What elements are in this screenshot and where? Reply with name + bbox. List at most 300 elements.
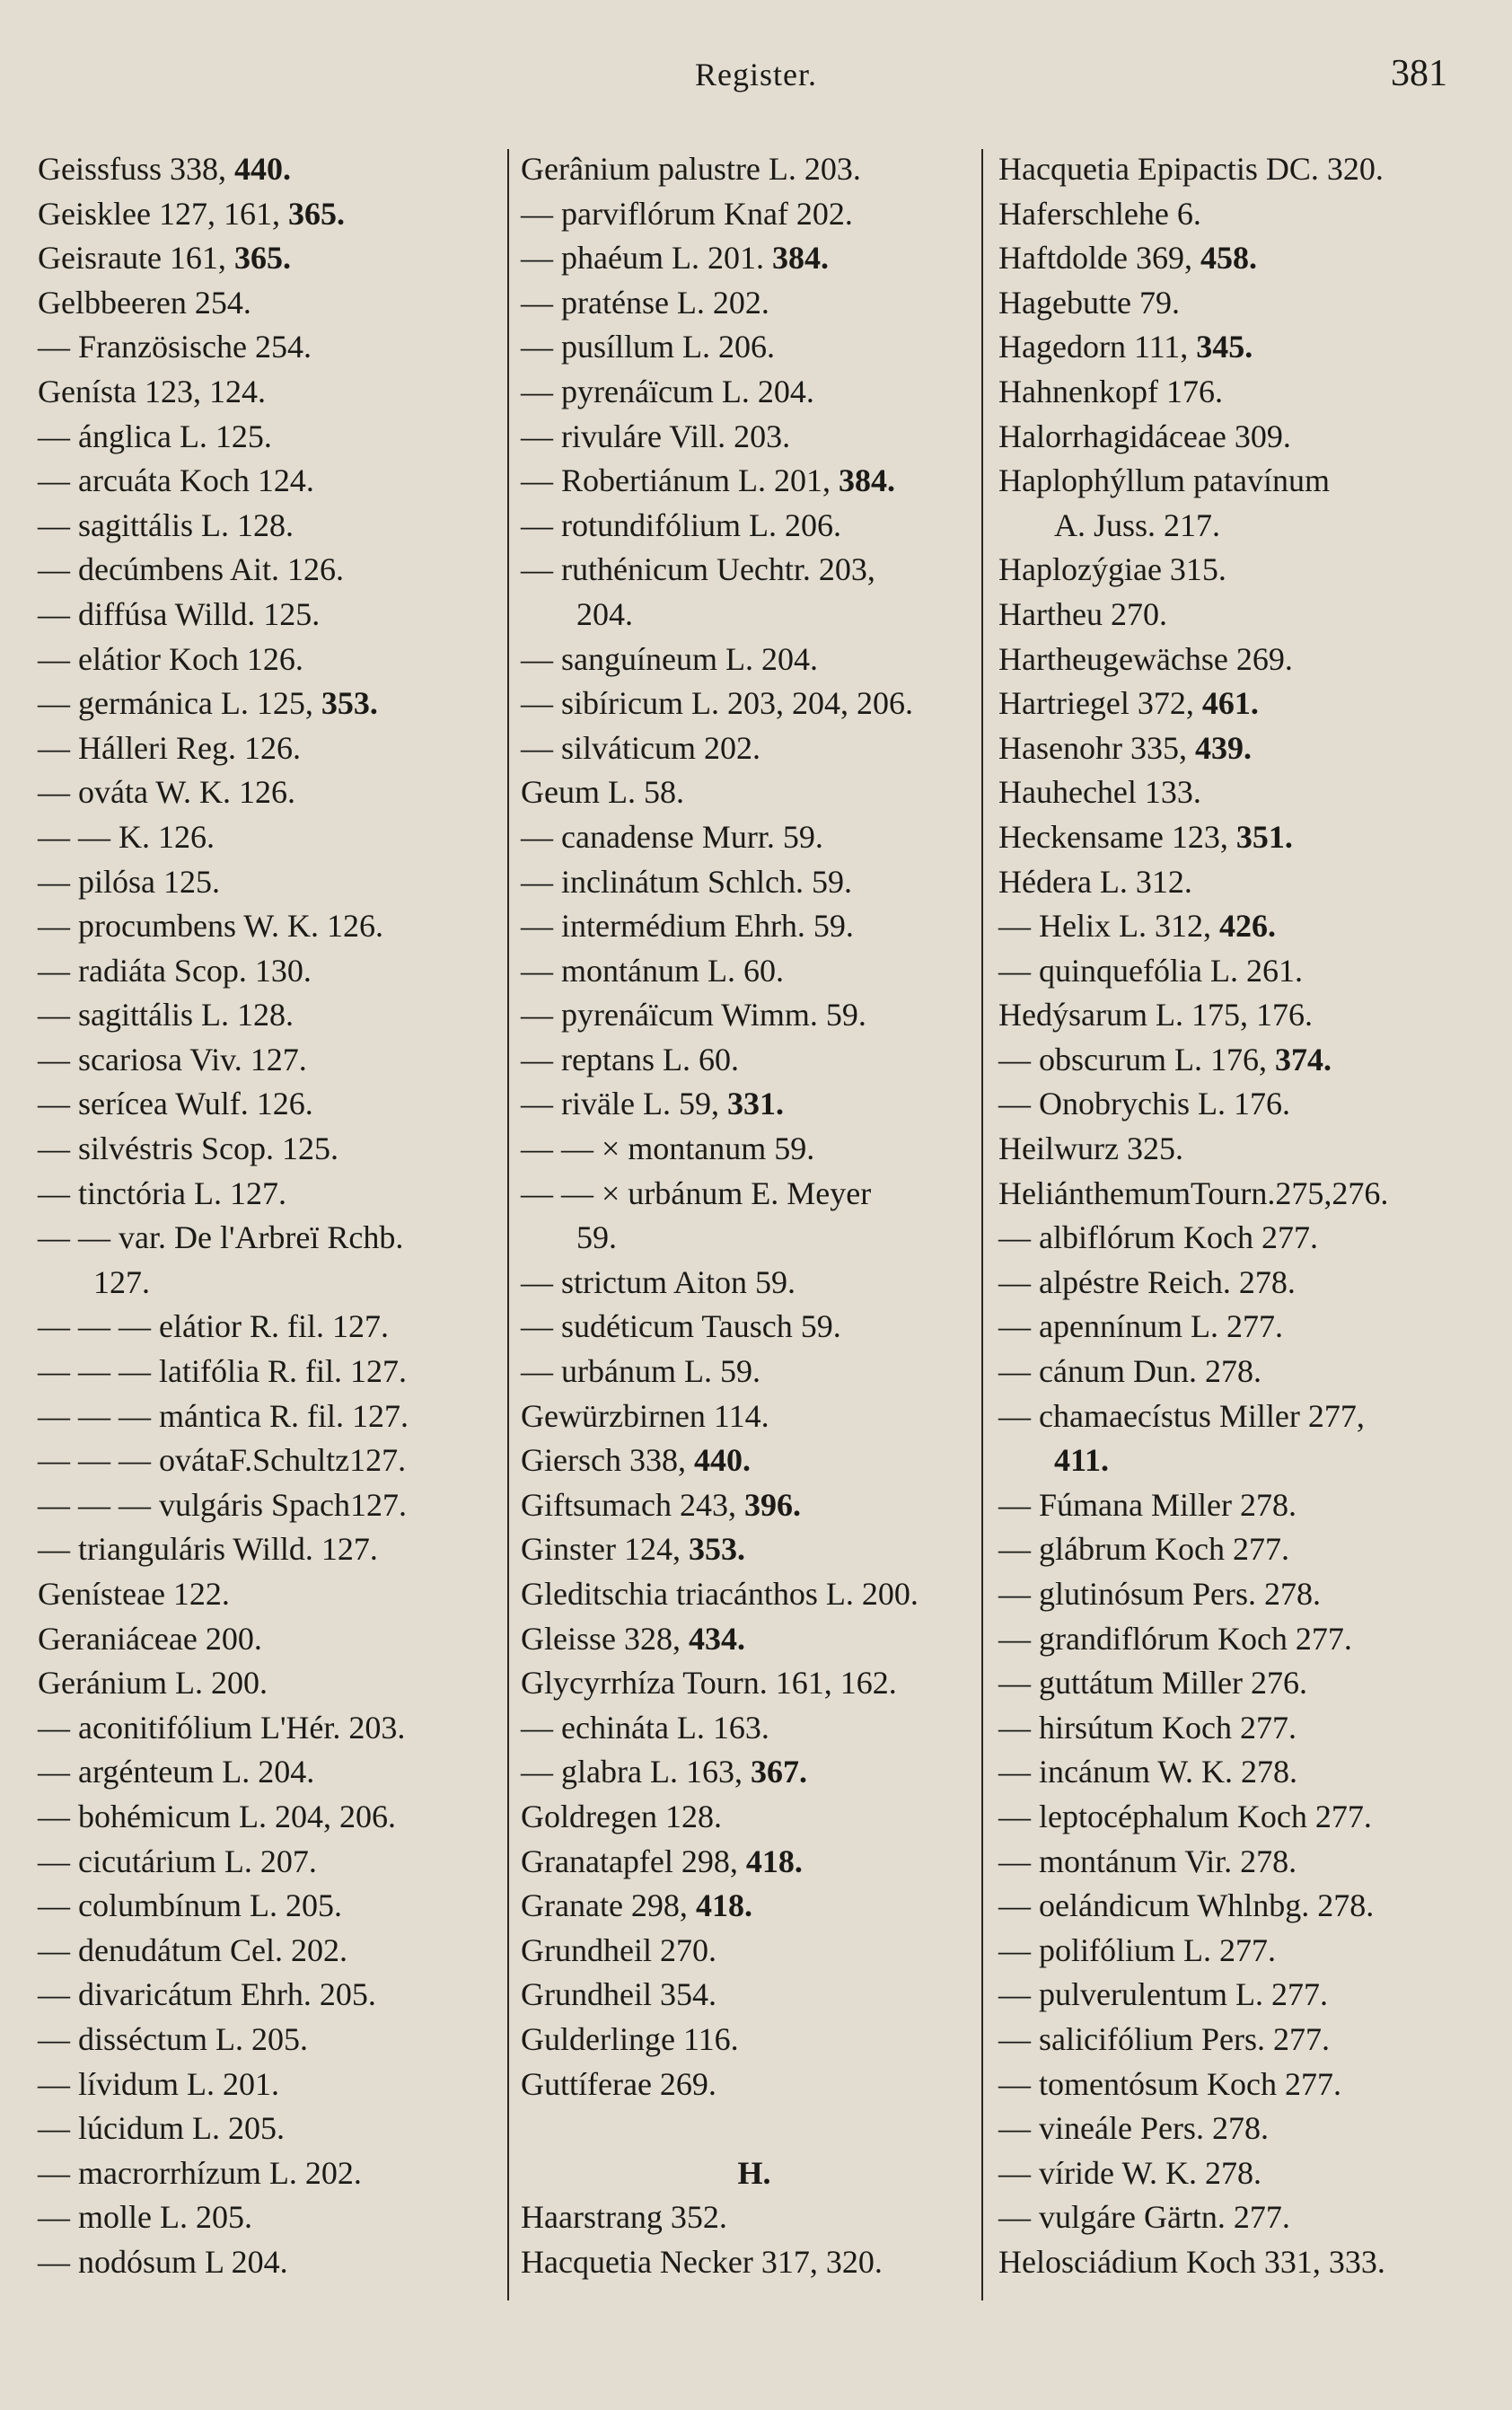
entry-text: — incánum W. K. 278.: [998, 1754, 1297, 1790]
index-entry: [38, 993, 496, 1038]
index-entry: [998, 236, 1483, 281]
index-entry: [521, 2063, 988, 2107]
entry-text: Gewürzbirnen 114.: [521, 1397, 769, 1434]
index-entry: [38, 1305, 496, 1350]
index-entry: [998, 1661, 1483, 1706]
entry-text: Heilwurz 325.: [998, 1130, 1183, 1167]
index-entry: [38, 1617, 496, 1662]
index-entry: [998, 147, 1483, 192]
index-entry: [521, 370, 988, 415]
index-entry: [998, 1572, 1483, 1617]
index-entry: [521, 860, 988, 905]
index-entry: [38, 325, 496, 370]
index-entry: [998, 1617, 1483, 1662]
index-entry: [38, 2018, 496, 2063]
index-entry: [521, 1127, 988, 1172]
entry-text: Geraniáceae 200.: [38, 1620, 262, 1657]
index-entry: [521, 1706, 988, 1751]
index-entry: [998, 1973, 1483, 2018]
index-entry: [998, 1483, 1483, 1528]
entry-text: — glutinósum Pers. 278.: [998, 1576, 1322, 1612]
entry-text: — rivuláre Vill. 203.: [521, 418, 791, 454]
entry-text: Hedýsarum L. 175, 176.: [998, 997, 1313, 1033]
entry-text: — — × montanum 59.: [521, 1130, 815, 1167]
index-entry: [38, 1483, 496, 1528]
entry-text: 127.: [93, 1263, 150, 1300]
index-entry: [998, 1884, 1483, 1929]
entry-text: — denudátum Cel. 202.: [38, 1931, 347, 1968]
entry-text: — lívidum L. 201.: [38, 2065, 279, 2102]
index-entry: [38, 192, 496, 237]
index-entry: [998, 1706, 1483, 1751]
entry-text: Gleditschia triacánthos L. 200.: [521, 1576, 919, 1612]
index-entry: [521, 1082, 988, 1127]
index-entry: [998, 949, 1483, 994]
plate-reference: 458.: [1200, 240, 1257, 277]
index-entry: [521, 1572, 988, 1617]
index-entry: [521, 192, 988, 237]
entry-text: Giftsumach 243,: [521, 1486, 744, 1523]
index-entry: [521, 1350, 988, 1394]
index-entry: [998, 593, 1483, 638]
entry-text: — argénteum L. 204.: [38, 1754, 315, 1790]
index-entry: [38, 1661, 496, 1706]
index-entry: [521, 2195, 988, 2240]
index-entry: [521, 1038, 988, 1083]
entry-text: — glabra L. 163,: [521, 1754, 751, 1790]
index-entry: [38, 1350, 496, 1394]
entry-text: — columbínum L. 205.: [38, 1887, 342, 1924]
entry-text: Hauhechel 133.: [998, 774, 1201, 811]
index-entry: [521, 147, 988, 192]
index-entry: [998, 1261, 1483, 1306]
entry-text: — phaéum L. 201.: [521, 240, 772, 277]
entry-text: H.: [737, 2154, 771, 2191]
index-entry: [521, 504, 988, 549]
entry-text: — bohémicum L. 204, 206.: [38, 1798, 396, 1834]
entry-text: — silváticum 202.: [521, 729, 760, 766]
entry-text: — vineále Pers. 278.: [998, 2110, 1269, 2147]
entry-text: — riväle L. 59,: [521, 1086, 727, 1122]
entry-text: — urbánum L. 59.: [521, 1353, 760, 1390]
entry-text: Gleisse 328,: [521, 1620, 689, 1657]
page-title: Register.: [695, 57, 817, 92]
index-entry: [38, 1082, 496, 1127]
index-entry: [521, 770, 988, 815]
index-entry: [38, 1527, 496, 1572]
entry-text: — elátior Koch 126.: [38, 640, 303, 677]
entry-text: — oelándicum Whlnbg. 278.: [998, 1887, 1375, 1924]
index-entry: [998, 548, 1483, 593]
entry-text: — obscurum L. 176,: [998, 1041, 1275, 1077]
entry-text: — macrorrhízum L. 202.: [38, 2154, 362, 2191]
index-entry: [521, 1483, 988, 1528]
entry-text: 204.: [576, 595, 633, 632]
column-divider: [981, 149, 983, 2300]
index-entry: [38, 1973, 496, 2018]
index-entry: [998, 1840, 1483, 1885]
index-entry: [38, 1840, 496, 1885]
entry-text: Hacquetia Epipactis DC. 320.: [998, 151, 1384, 187]
entry-text: — aconitifólium L'Hér. 203.: [38, 1709, 406, 1746]
plate-reference: 418.: [745, 1843, 803, 1879]
index-entry: [998, 770, 1483, 815]
entry-text: — decúmbens Ait. 126.: [38, 551, 344, 588]
entry-text: — Fúmana Miller 278.: [998, 1486, 1297, 1523]
entry-text: — pyrenáïcum Wimm. 59.: [521, 997, 866, 1033]
plate-reference: 440.: [693, 1442, 751, 1479]
entry-text: — ruthénicum Uechtr. 203,: [521, 551, 875, 588]
entry-text: — strictum Aiton 59.: [521, 1263, 796, 1300]
entry-text: Hédera L. 312.: [998, 863, 1192, 900]
entry-text: — tomentósum Koch 277.: [998, 2065, 1341, 2102]
entry-text: — albiflórum Koch 277.: [998, 1219, 1318, 1256]
entry-text: — praténse L. 202.: [521, 284, 769, 321]
entry-text: Halorrhagidáceae 309.: [998, 418, 1291, 454]
column-divider: [507, 149, 509, 2300]
entry-text: Haferschlehe 6.: [998, 195, 1201, 232]
entry-text: — canadense Murr. 59.: [521, 818, 823, 855]
index-entry: [998, 459, 1483, 504]
index-entry-continuation: [38, 1261, 496, 1306]
plate-reference: 418.: [695, 1887, 752, 1924]
index-entry: [521, 1305, 988, 1350]
plate-reference: 384.: [838, 462, 895, 499]
entry-text: Gerânium palustre L. 203.: [521, 151, 861, 187]
entry-text: Haftdolde 369,: [998, 240, 1200, 277]
index-entry: [998, 726, 1483, 771]
index-entry: [38, 2240, 496, 2285]
index-entry: [998, 192, 1483, 237]
index-entry: [998, 638, 1483, 682]
entry-text: — trianguláris Willd. 127.: [38, 1531, 378, 1568]
index-entry: [38, 1394, 496, 1439]
section-heading: [521, 2151, 988, 2196]
entry-text: Glycyrrhíza Tourn. 161, 162.: [521, 1665, 897, 1702]
index-entry: [521, 1750, 988, 1795]
entry-text: — sagittális L. 128.: [38, 997, 294, 1033]
plate-reference: 411.: [1054, 1442, 1110, 1479]
entry-text: — — — elátior R. fil. 127.: [38, 1308, 389, 1345]
entry-text: — — — mántica R. fil. 127.: [38, 1397, 409, 1434]
entry-text: — polifólium L. 277.: [998, 1931, 1276, 1968]
plate-reference: 461.: [1201, 685, 1259, 722]
entry-text: Haplophýllum patavínum: [998, 462, 1330, 499]
entry-text: — Helix L. 312,: [998, 908, 1219, 945]
entry-text: — reptans L. 60.: [521, 1041, 739, 1077]
entry-text: — radiáta Scop. 130.: [38, 952, 312, 989]
index-entry: [521, 1661, 988, 1706]
index-entry: [38, 2063, 496, 2107]
entry-text: Grundheil 270.: [521, 1931, 716, 1968]
entry-text: — pyrenáïcum L. 204.: [521, 373, 814, 409]
entry-text: — scariosa Viv. 127.: [38, 1041, 307, 1077]
entry-text: — salicifólium Pers. 277.: [998, 2020, 1330, 2057]
entry-text: — intermédium Ehrh. 59.: [521, 908, 854, 945]
index-entry: [38, 236, 496, 281]
plate-reference: 439.: [1194, 729, 1252, 766]
index-entry: [521, 1795, 988, 1840]
plate-reference: 426.: [1218, 908, 1276, 945]
index-entry: [38, 1795, 496, 1840]
entry-text: Ginster 124,: [521, 1531, 689, 1568]
index-entry: [521, 2107, 988, 2151]
entry-text: — leptocéphalum Koch 277.: [998, 1798, 1372, 1834]
entry-text: Goldregen 128.: [521, 1798, 722, 1834]
index-entry-continuation: [521, 593, 988, 638]
entry-text: Haarstrang 352.: [521, 2199, 727, 2236]
entry-text: Hartriegel 372,: [998, 685, 1202, 722]
index-entry: [998, 1929, 1483, 1974]
index-entry: [38, 459, 496, 504]
index-entry: [998, 1350, 1483, 1394]
index-entry: [998, 1172, 1483, 1217]
entry-text: Genísteae 122.: [38, 1576, 230, 1612]
entry-text: — montánum L. 60.: [521, 952, 784, 989]
plate-reference: 331.: [726, 1086, 784, 1122]
plate-reference: 345.: [1196, 329, 1253, 365]
entry-text: — hirsútum Koch 277.: [998, 1709, 1297, 1746]
index-entry: [38, 860, 496, 905]
entry-text: Granate 298,: [521, 1887, 696, 1924]
entry-text: — tinctória L. 127.: [38, 1174, 286, 1211]
entry-text: Hartheugewächse 269.: [998, 640, 1293, 677]
entry-text: — nodósum L 204.: [38, 2243, 288, 2280]
plate-reference: 440.: [234, 151, 292, 187]
index-entry: [521, 1438, 988, 1483]
plate-reference: 367.: [750, 1754, 807, 1790]
entry-text: Hartheu 270.: [998, 595, 1167, 632]
index-entry: [38, 548, 496, 593]
index-entry: [998, 2107, 1483, 2151]
entry-text: — sibíricum L. 203, 204, 206.: [521, 685, 913, 722]
index-entry: [521, 682, 988, 726]
entry-text: — lúcidum L. 205.: [38, 2110, 285, 2147]
entry-text: — parviflórum Knaf 202.: [521, 195, 853, 232]
entry-text: — vulgáre Gärtn. 277.: [998, 2199, 1290, 2236]
index-entry: [38, 638, 496, 682]
index-entry: [521, 2018, 988, 2063]
entry-text: — arcuáta Koch 124.: [38, 462, 314, 499]
entry-text: — pilósa 125.: [38, 863, 220, 900]
index-entry: [38, 1038, 496, 1083]
entry-text: HeliánthemumTourn.275,276.: [998, 1174, 1389, 1211]
index-entry: [38, 682, 496, 726]
index-entry: [521, 415, 988, 460]
entry-text: — — var. De l'Arbreï Rchb.: [38, 1219, 404, 1256]
entry-text: — guttátum Miller 276.: [998, 1665, 1307, 1702]
entry-text: — procumbens W. K. 126.: [38, 908, 383, 945]
index-entry: [521, 1172, 988, 1217]
entry-text: Hagebutte 79.: [998, 284, 1180, 321]
entry-text: Genísta 123, 124.: [38, 373, 266, 409]
entry-text: — — — ovátaF.Schultz127.: [38, 1442, 407, 1479]
plate-reference: 365.: [233, 240, 291, 277]
entry-text: Hagedorn 111,: [998, 329, 1197, 365]
entry-text: — pulverulentum L. 277.: [998, 1976, 1328, 2013]
index-entry: [521, 281, 988, 326]
entry-text: Grundheil 354.: [521, 1976, 716, 2013]
entry-text: Geisraute 161,: [38, 240, 234, 277]
index-entry: [998, 281, 1483, 326]
running-head: [0, 52, 1512, 106]
index-entry: [998, 1127, 1483, 1172]
plate-reference: 351.: [1235, 818, 1293, 855]
entry-text: — montánum Vir. 278.: [998, 1843, 1297, 1879]
index-entry: [521, 1527, 988, 1572]
entry-text: — sanguíneum L. 204.: [521, 640, 818, 677]
page-number: 381: [1391, 53, 1447, 94]
index-entry-continuation: [998, 504, 1483, 549]
entry-text: — glábrum Koch 277.: [998, 1531, 1289, 1568]
index-entry: [998, 1394, 1483, 1439]
index-entry: [998, 2195, 1483, 2240]
entry-text: A. Juss. 217.: [1054, 506, 1221, 543]
index-entry: [521, 1394, 988, 1439]
index-entry: [38, 370, 496, 415]
entry-text: — cicutárium L. 207.: [38, 1843, 317, 1879]
index-entry: [998, 815, 1483, 860]
index-entry: [998, 2240, 1483, 2285]
entry-text: — — × urbánum E. Meyer: [521, 1174, 872, 1211]
index-entry: [521, 1973, 988, 2018]
index-entry: [521, 949, 988, 994]
index-entry: [38, 1216, 496, 1261]
index-entry: [521, 904, 988, 949]
index-entry: [38, 147, 496, 192]
index-entry: [521, 1261, 988, 1306]
index-column-3: [998, 147, 1483, 2285]
index-entry: [38, 504, 496, 549]
plate-reference: 384.: [771, 240, 829, 277]
entry-text: — rotundifólium L. 206.: [521, 506, 841, 543]
index-entry: [998, 2151, 1483, 2196]
index-entry-continuation: [998, 1438, 1483, 1483]
index-entry: [38, 281, 496, 326]
index-entry: [38, 1127, 496, 1172]
index-entry: [521, 726, 988, 771]
index-entry: [521, 2240, 988, 2285]
index-entry: [521, 638, 988, 682]
index-entry: [38, 726, 496, 771]
entry-text: — alpéstre Reich. 278.: [998, 1263, 1296, 1300]
entry-text: — molle L. 205.: [38, 2199, 252, 2236]
index-entry: [521, 236, 988, 281]
plate-reference: 374.: [1274, 1041, 1332, 1077]
index-entry: [38, 2107, 496, 2151]
index-column-2: [521, 147, 988, 2285]
index-entry: [521, 548, 988, 593]
entry-text: Hasenohr 335,: [998, 729, 1195, 766]
entry-text: — apennínum L. 277.: [998, 1308, 1283, 1345]
index-entry: [998, 1795, 1483, 1840]
entry-text: Guttíferae 269.: [521, 2065, 716, 2102]
index-entry: [38, 1750, 496, 1795]
index-entry: [998, 2018, 1483, 2063]
index-entry: [998, 860, 1483, 905]
entry-text: — sagittális L. 128.: [38, 506, 294, 543]
index-column-1: [38, 147, 496, 2285]
entry-text: — — — vulgáris Spach127.: [38, 1486, 407, 1523]
index-entry: [998, 1527, 1483, 1572]
index-entry: [998, 1082, 1483, 1127]
entry-text: Granatapfel 298,: [521, 1843, 746, 1879]
entry-text: Geisklee 127, 161,: [38, 195, 288, 232]
index-entry: [38, 1572, 496, 1617]
entry-text: — pusíllum L. 206.: [521, 329, 776, 365]
entry-text: — Onobrychis L. 176.: [998, 1086, 1290, 1122]
index-entry: [38, 1884, 496, 1929]
entry-text: Heckensame 123,: [998, 818, 1236, 855]
index-entry: [38, 1438, 496, 1483]
index-entry: [998, 904, 1483, 949]
entry-text: — divaricátum Ehrh. 205.: [38, 1976, 376, 2013]
index-entry: [521, 815, 988, 860]
plate-reference: 365.: [287, 195, 345, 232]
index-entry: [521, 325, 988, 370]
entry-text: — disséctum L. 205.: [38, 2020, 308, 2057]
entry-text: Gulderlinge 116.: [521, 2020, 739, 2057]
entry-text: Hahnenkopf 176.: [998, 373, 1223, 409]
index-entry: [998, 2063, 1483, 2107]
entry-text: — sudéticum Tausch 59.: [521, 1308, 841, 1345]
entry-text: — diffúsa Willd. 125.: [38, 595, 321, 632]
entry-text: Geum L. 58.: [521, 774, 684, 811]
entry-text: Haplozýgiae 315.: [998, 551, 1226, 588]
index-entry: [38, 1706, 496, 1751]
entry-text: Geránium L. 200.: [38, 1665, 268, 1702]
entry-text: — cánum Dun. 278.: [998, 1353, 1261, 1390]
entry-text: — Hálleri Reg. 126.: [38, 729, 301, 766]
index-entry: [38, 815, 496, 860]
entry-text: — serícea Wulf. 126.: [38, 1086, 313, 1122]
entry-text: — ováta W. K. 126.: [38, 774, 295, 811]
index-entry: [38, 2195, 496, 2240]
entry-text: 59.: [576, 1219, 617, 1256]
entry-text: — — — latifólia R. fil. 127.: [38, 1353, 407, 1390]
index-entry: [38, 593, 496, 638]
index-entry: [998, 1750, 1483, 1795]
entry-text: Geissfuss 338,: [38, 151, 235, 187]
entry-text: — germánica L. 125,: [38, 685, 321, 722]
index-entry-continuation: [521, 1216, 988, 1261]
index-entry: [998, 370, 1483, 415]
entry-text: — Französische 254.: [38, 329, 312, 365]
entry-text: Helosciádium Koch 331, 333.: [998, 2243, 1385, 2280]
index-entry: [521, 1840, 988, 1885]
index-entry: [38, 415, 496, 460]
index-entry: [998, 415, 1483, 460]
entry-text: — inclinátum Schlch. 59.: [521, 863, 852, 900]
plate-reference: 353.: [321, 685, 378, 722]
index-entry: [521, 459, 988, 504]
index-entry: [998, 325, 1483, 370]
entry-text: — ánglica L. 125.: [38, 418, 272, 454]
entry-text: — víride W. K. 278.: [998, 2154, 1261, 2191]
index-entry: [38, 949, 496, 994]
entry-text: Gelbbeeren 254.: [38, 284, 251, 321]
index-entry: [521, 1929, 988, 1974]
index-entry: [38, 1929, 496, 1974]
entry-text: — grandiflórum Koch 277.: [998, 1620, 1352, 1657]
index-entry: [38, 2151, 496, 2196]
entry-text: — chamaecístus Miller 277,: [998, 1397, 1365, 1434]
index-entry: [998, 1305, 1483, 1350]
index-entry: [521, 1884, 988, 1929]
index-entry: [521, 1617, 988, 1662]
entry-text: — echináta L. 163.: [521, 1709, 769, 1746]
index-entry: [998, 993, 1483, 1038]
